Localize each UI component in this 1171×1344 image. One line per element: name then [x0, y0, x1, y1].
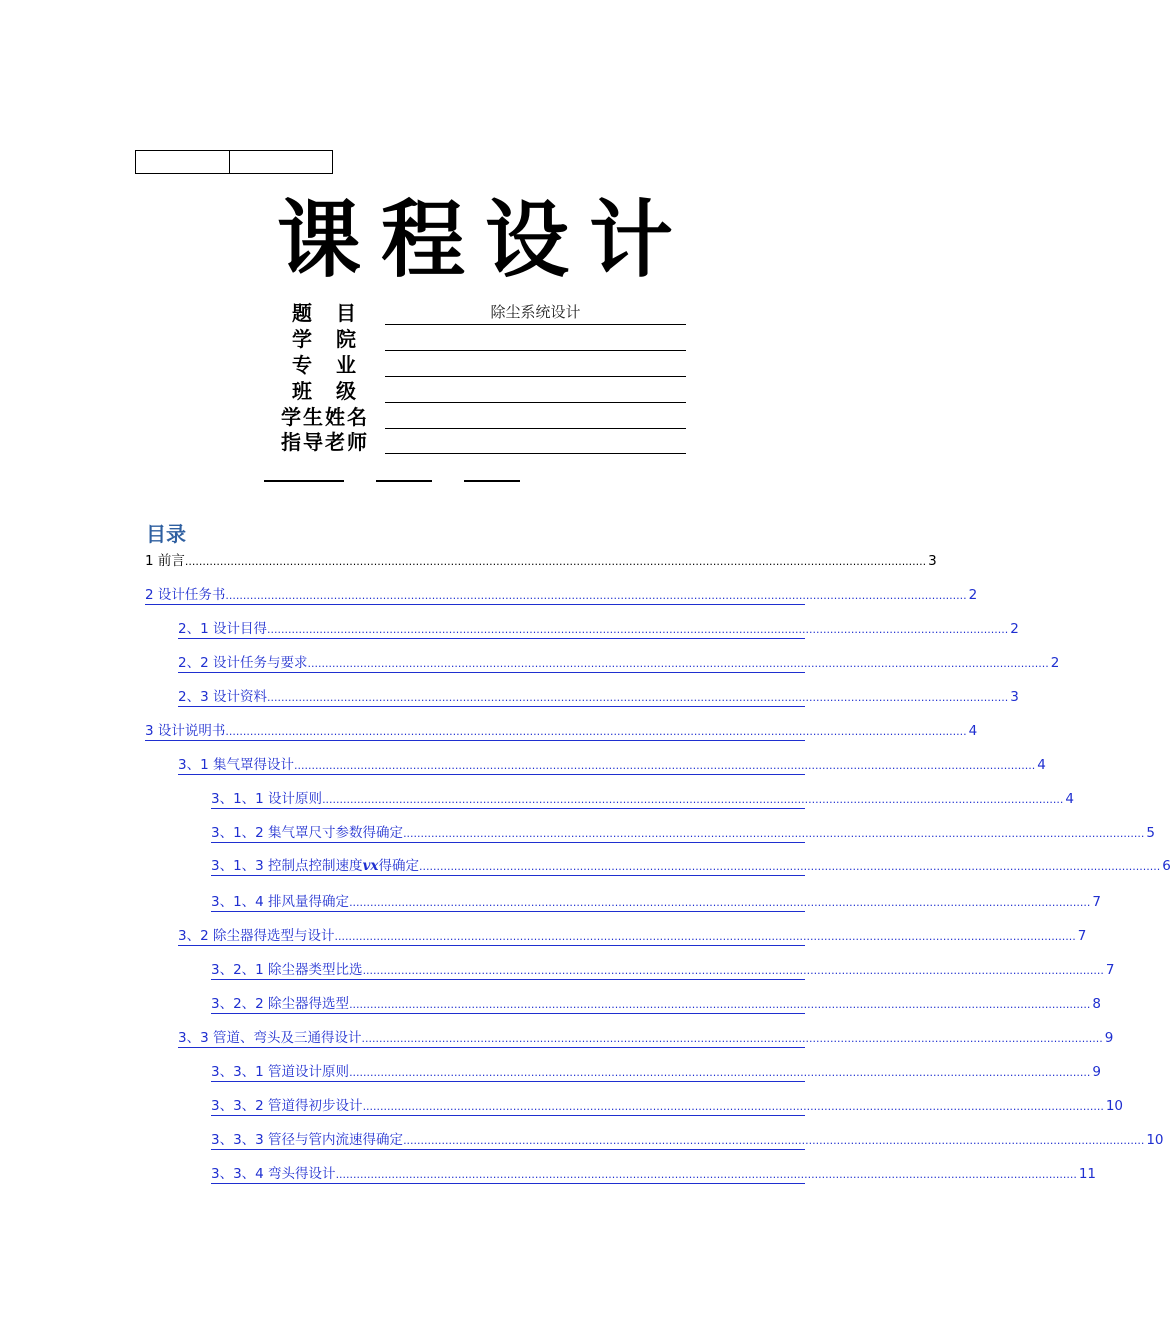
- toc-leader-dots: ....................................................................................................................................................................................................................: [361, 1032, 1103, 1045]
- toc-entry-page: 2: [968, 587, 978, 603]
- toc-link[interactable]: [211, 822, 1155, 843]
- toc-leader-dots: ....................................................................................................................................................................................................................: [225, 725, 967, 738]
- toc-link[interactable]: [211, 959, 1115, 980]
- toc-leader-dots: ....................................................................................................................................................................................................................: [362, 1100, 1104, 1113]
- toc-leader-dots: ....................................................................................................................................................................................................................: [225, 589, 967, 602]
- toc-leader-dots: ....................................................................................................................................................................................................................: [293, 759, 1036, 772]
- toc-link[interactable]: [145, 720, 978, 741]
- field-underline: [385, 324, 686, 325]
- toc-entry-text: 3、2 除尘器得选型与设计: [178, 928, 335, 944]
- toc-leader-dots: ....................................................................................................................................................................................................................: [349, 896, 1091, 909]
- toc-leader-dots: ....................................................................................................................................................................................................................: [266, 623, 1009, 636]
- toc-entry-page: 9: [1092, 1064, 1101, 1080]
- toc-entry-page: 10: [1105, 1098, 1124, 1114]
- field-row-topic: [0, 300, 950, 326]
- toc-link[interactable]: [211, 1163, 1097, 1184]
- toc-entry-text: 3、2、1 除尘器类型比选: [211, 962, 363, 978]
- toc-entry-text: 1 前言: [145, 553, 185, 569]
- field-underline: [385, 453, 686, 454]
- toc-entry-text: 3、3、3 管径与管内流速得确定: [211, 1132, 404, 1148]
- toc-entry-page: 10: [1146, 1132, 1164, 1148]
- toc-link[interactable]: [145, 584, 978, 605]
- toc-entry-page: 11: [1078, 1166, 1097, 1182]
- field-row-college: [0, 326, 950, 352]
- toc-entry-math-variable: vx: [362, 858, 379, 874]
- field-label-student-name: 学生姓名: [281, 405, 369, 429]
- toc-entry-text: 3、3 管道、弯头及三通得设计: [178, 1030, 362, 1046]
- toc-leader-dots: ....................................................................................................................................................................................................................: [418, 860, 1161, 873]
- toc-entry-page: 3: [1010, 689, 1019, 705]
- toc-entry-text: 2、2 设计任务与要求: [178, 655, 308, 671]
- toc-link[interactable]: [211, 855, 1171, 876]
- toc-heading: 目录: [146, 522, 186, 546]
- field-underline: [385, 350, 686, 351]
- field-label-advisor: 指导老师: [281, 430, 369, 454]
- date-month-blank: [376, 480, 432, 482]
- field-row-major: [0, 352, 950, 378]
- toc-entry-text: 3、2、2 除尘器得选型: [211, 996, 350, 1012]
- toc-entry-page: 7: [1077, 928, 1087, 944]
- toc-entry-text: 3、1、2 集气罩尺寸参数得确定: [211, 825, 404, 841]
- toc-entry-text: 2、3 设计资料: [178, 689, 267, 705]
- toc-entry-text: 2、1 设计目得: [178, 621, 267, 637]
- toc-link[interactable]: [211, 1061, 1101, 1082]
- toc-link[interactable]: [178, 618, 1019, 639]
- toc-entry-page: 3: [928, 553, 937, 569]
- toc-entry-text: 3、1 集气罩得设计: [178, 757, 294, 773]
- toc-entry-text: 3、3、2 管道得初步设计: [211, 1098, 363, 1114]
- toc-entry-page: 8: [1092, 996, 1101, 1012]
- toc-entry-page: 2: [1010, 621, 1019, 637]
- toc-entry-text: 3、1、3 控制点控制速度: [211, 858, 363, 874]
- toc-link[interactable]: [178, 925, 1087, 946]
- toc-entry-page: 4: [1037, 757, 1046, 773]
- date-year-blank: [264, 480, 344, 482]
- toc-leader-dots: ....................................................................................................................................................................................................................: [266, 691, 1009, 704]
- toc-entry-text-after: 得确定: [378, 858, 419, 874]
- toc-leader-dots: ....................................................................................................................................................................................................................: [307, 657, 1049, 670]
- field-underline: [385, 402, 686, 403]
- toc-entry[interactable]: [145, 550, 937, 570]
- toc-leader-dots: ....................................................................................................................................................................................................................: [403, 827, 1145, 840]
- toc-leader-dots: ....................................................................................................................................................................................................................: [349, 1066, 1091, 1079]
- toc-entry-page: 7: [1092, 894, 1101, 910]
- toc-link[interactable]: [211, 1129, 1164, 1150]
- toc-entry-text: 3、1、1 设计原则: [211, 791, 323, 807]
- toc-entry-page: 9: [1104, 1030, 1114, 1046]
- toc-entry-text: 3、3、1 管道设计原则: [211, 1064, 350, 1080]
- toc-leader-dots: ....................................................................................................................................................................................................................: [184, 555, 927, 568]
- toc-leader-dots: ....................................................................................................................................................................................................................: [334, 930, 1076, 943]
- toc-leader-dots: ....................................................................................................................................................................................................................: [403, 1134, 1145, 1147]
- field-underline: [385, 376, 686, 377]
- toc-entry-page: 4: [968, 723, 978, 739]
- field-label-class: 班 级: [292, 379, 358, 403]
- toc-leader-dots: ....................................................................................................................................................................................................................: [349, 998, 1091, 1011]
- toc-entry-page: 2: [1050, 655, 1060, 671]
- field-row-advisor: [0, 429, 950, 455]
- toc-leader-dots: ....................................................................................................................................................................................................................: [322, 793, 1064, 806]
- document-id-box: [135, 150, 333, 174]
- cover-title: 课程设计: [276, 190, 693, 289]
- toc-entry-text: 3、1、4 排风量得确定: [211, 894, 350, 910]
- field-label-major: 专 业: [292, 353, 358, 377]
- toc-link[interactable]: [178, 754, 1046, 775]
- toc-entry-page: 7: [1105, 962, 1115, 978]
- toc-entry-text: 3 设计说明书: [145, 723, 226, 739]
- toc-entry-text: 3、3、4 弯头得设计: [211, 1166, 336, 1182]
- toc-entry-text: 2 设计任务书: [145, 587, 226, 603]
- toc-leader-dots: ....................................................................................................................................................................................................................: [362, 964, 1104, 977]
- id-box-divider: [229, 151, 230, 173]
- toc-link[interactable]: [178, 1027, 1114, 1048]
- date-day-blank: [464, 480, 520, 482]
- field-label-topic: 题 目: [292, 301, 358, 325]
- toc-link[interactable]: [211, 1095, 1124, 1116]
- field-label-college: 学 院: [292, 327, 358, 351]
- toc-link[interactable]: [178, 652, 1060, 673]
- toc-link[interactable]: [211, 993, 1101, 1014]
- field-row-class: [0, 378, 950, 404]
- toc-link[interactable]: [211, 788, 1074, 809]
- toc-entry-page: 5: [1146, 825, 1155, 841]
- toc-leader-dots: ....................................................................................................................................................................................................................: [335, 1168, 1077, 1181]
- toc-entry-page: 6: [1162, 858, 1171, 874]
- field-value-topic: 除尘系统设计: [490, 303, 581, 321]
- field-row-student-name: [0, 404, 950, 430]
- toc-link[interactable]: [211, 891, 1101, 912]
- toc-link[interactable]: [178, 686, 1019, 707]
- toc-entry-page: 4: [1065, 791, 1074, 807]
